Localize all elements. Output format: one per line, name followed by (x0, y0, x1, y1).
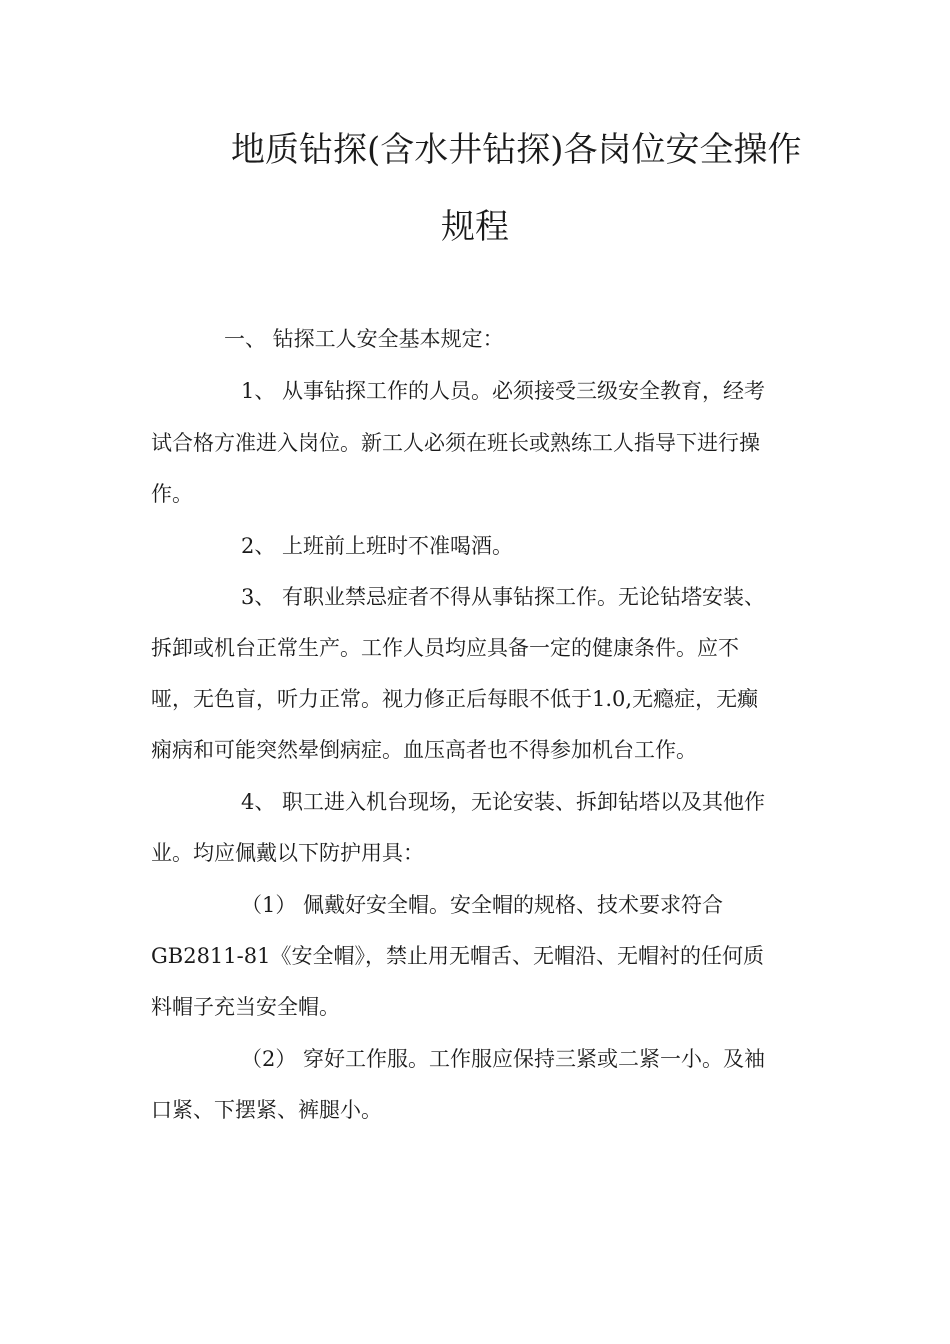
paragraph-line: 业。均应佩戴以下防护用具： (151, 841, 424, 865)
paragraph-line: 哑，无色盲，听力正常。视力修正后每眼不低于1.0,无瘾症，无癫 (151, 687, 759, 711)
paragraph-line: （1） 佩戴好安全帽。安全帽的规格、技术要求符合 (241, 893, 724, 917)
paragraph-line: 痫病和可能突然晕倒病症。血压高者也不得参加机台工作。 (151, 738, 697, 762)
paragraph-line: 拆卸或机台正常生产。工作人员均应具备一定的健康条件。应不 (151, 636, 739, 660)
paragraph-line: 料帽子充当安全帽。 (151, 995, 340, 1019)
paragraph-line: （2） 穿好工作服。工作服应保持三紧或二紧一小。及袖 (241, 1047, 766, 1071)
paragraph-line: 2、 上班前上班时不准喝酒。 (241, 534, 514, 558)
document-title-line-1: 地质钻探(含水井钻探)各岗位安全操作 (231, 130, 802, 170)
paragraph-line: 作。 (151, 482, 193, 506)
document-title-line-2: 规程 (441, 207, 509, 247)
paragraph-line: 1、 从事钻探工作的人员。必须接受三级安全教育，经考 (241, 379, 766, 403)
paragraph-line: GB2811-81《安全帽》，禁止用无帽舌、无帽沿、无帽衬的任何质 (151, 944, 764, 968)
paragraph-line: 4、 职工进入机台现场，无论安装、拆卸钻塔以及其他作 (241, 790, 766, 814)
paragraph-line: 口紧、下摆紧、裤腿小。 (151, 1098, 382, 1122)
paragraph-line: 试合格方准进入岗位。新工人必须在班长或熟练工人指导下进行操 (151, 431, 760, 455)
paragraph-line: 3、 有职业禁忌症者不得从事钻探工作。无论钻塔安装、 (241, 585, 766, 609)
section-heading: 一、 钻探工人安全基本规定： (224, 327, 504, 351)
